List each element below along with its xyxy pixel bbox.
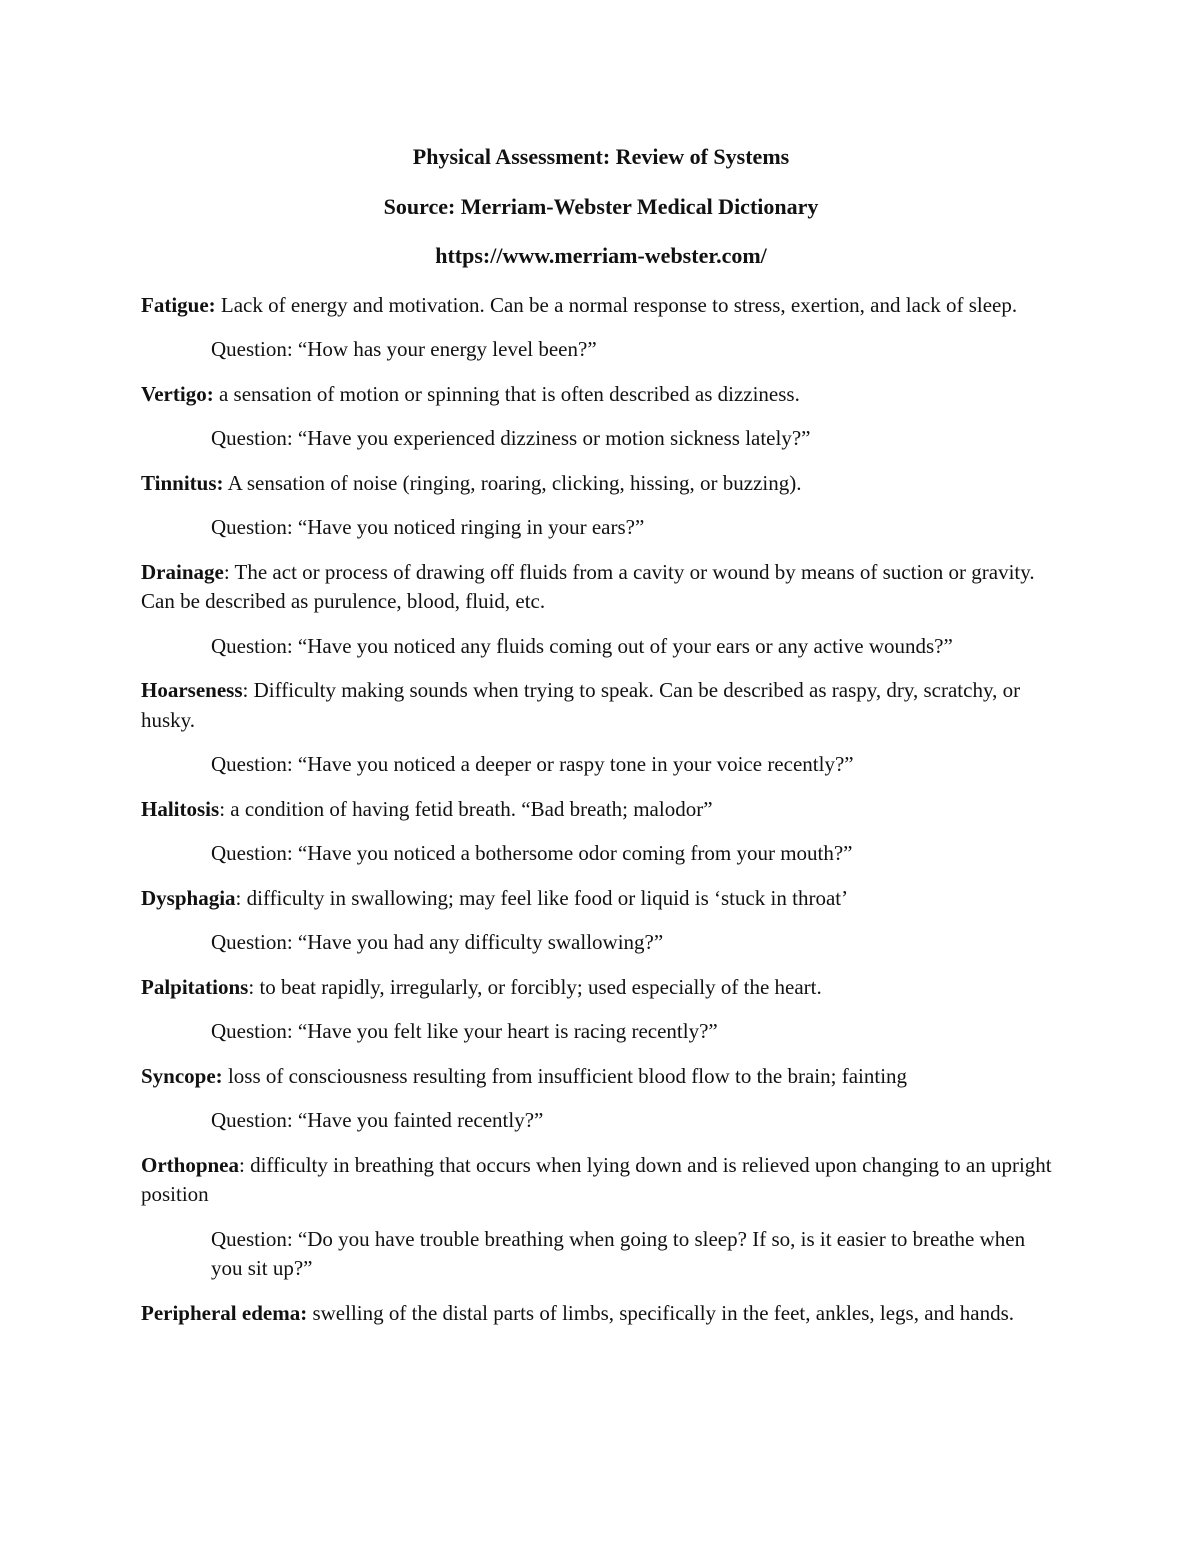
document-source: Source: Merriam-Webster Medical Dictionary <box>383 193 819 219</box>
entry-palpitations <box>141 973 1061 1003</box>
question-tinnitus: Question: “Have you noticed ringing in your ears?” <box>211 515 645 539</box>
term: Hoarseness <box>141 678 243 702</box>
question-orthopnea: Question: “Do you have trouble breathing when going to sleep? If so, is it easier to breathe when you sit up?” <box>211 1226 1026 1280</box>
term: Vertigo: <box>141 381 214 406</box>
definition: A sensation of noise (ringing, roaring, clicking, hissing, or buzzing). <box>223 470 802 495</box>
definition: : to beat rapidly, irregularly, or forcibly; used especially of the heart. <box>248 974 822 999</box>
term: Syncope: <box>141 1063 223 1088</box>
term: Halitosis <box>141 796 220 821</box>
question-drainage: Question: “Have you noticed any fluids coming out of your ears or any active wounds?” <box>211 633 953 658</box>
entry-halitosis <box>141 795 1061 825</box>
definition: : difficulty in breathing that occurs when lying down and is relieved upon changing to an upright position <box>141 1152 1052 1206</box>
entry-hoarseness <box>141 676 1061 735</box>
document-url: https://www.merriam-webster.com/ <box>435 243 767 268</box>
term: Drainage <box>141 559 224 584</box>
definition: Lack of energy and motivation. Can be a normal response to stress, exertion, and lack of sleep. <box>215 292 1018 317</box>
question-halitosis: Question: “Have you noticed a bothersome odor coming from your mouth?” <box>211 841 853 865</box>
term: Palpitations <box>141 974 249 999</box>
entry-dysphagia <box>141 884 1061 914</box>
definition: swelling of the distal parts of limbs, specifically in the feet, ankles, legs, and hands. <box>307 1300 1015 1325</box>
definition: a sensation of motion or spinning that is often described as dizziness. <box>213 381 800 406</box>
question-dysphagia: Question: “Have you had any difficulty swallowing?” <box>211 930 664 954</box>
question-hoarseness: Question: “Have you noticed a deeper or raspy tone in your voice recently?” <box>211 752 854 776</box>
question-fatigue: Question: “How has your energy level been?” <box>211 337 597 361</box>
entry-drainage <box>141 558 1061 617</box>
entry-syncope <box>141 1062 1061 1092</box>
entry-vertigo <box>141 380 1061 410</box>
definition: loss of consciousness resulting from insufficient blood flow to the brain; fainting <box>222 1063 908 1088</box>
question-palpitations: Question: “Have you felt like your heart is racing recently?” <box>211 1019 718 1043</box>
entry-fatigue <box>141 291 1061 321</box>
term: Dysphagia <box>141 885 236 910</box>
definition: : a condition of having fetid breath. “Bad breath; malodor” <box>219 796 713 821</box>
definition: : difficulty in swallowing; may feel like food or liquid is ‘stuck in throat’ <box>235 885 849 910</box>
term: Fatigue: <box>141 292 216 317</box>
definition: : The act or process of drawing off fluids from a cavity or wound by means of suction or gravity. Can be described as purulence, blood, fluid, etc. <box>141 559 1035 613</box>
entry-orthopnea <box>141 1151 1061 1210</box>
definition: : Difficulty making sounds when trying to speak. Can be described as raspy, dry, scratchy, or husky. <box>141 678 1021 732</box>
question-syncope: Question: “Have you fainted recently?” <box>211 1108 544 1132</box>
entry-peripheral-edema <box>141 1299 1061 1329</box>
term: Orthopnea <box>141 1152 240 1177</box>
question-vertigo: Question: “Have you experienced dizziness or motion sickness lately?” <box>211 426 811 450</box>
document-title: Physical Assessment: Review of Systems <box>412 144 790 169</box>
term: Peripheral edema: <box>141 1300 308 1325</box>
term: Tinnitus: <box>141 470 224 495</box>
document-page <box>141 142 1061 1343</box>
entry-tinnitus <box>141 469 1061 499</box>
